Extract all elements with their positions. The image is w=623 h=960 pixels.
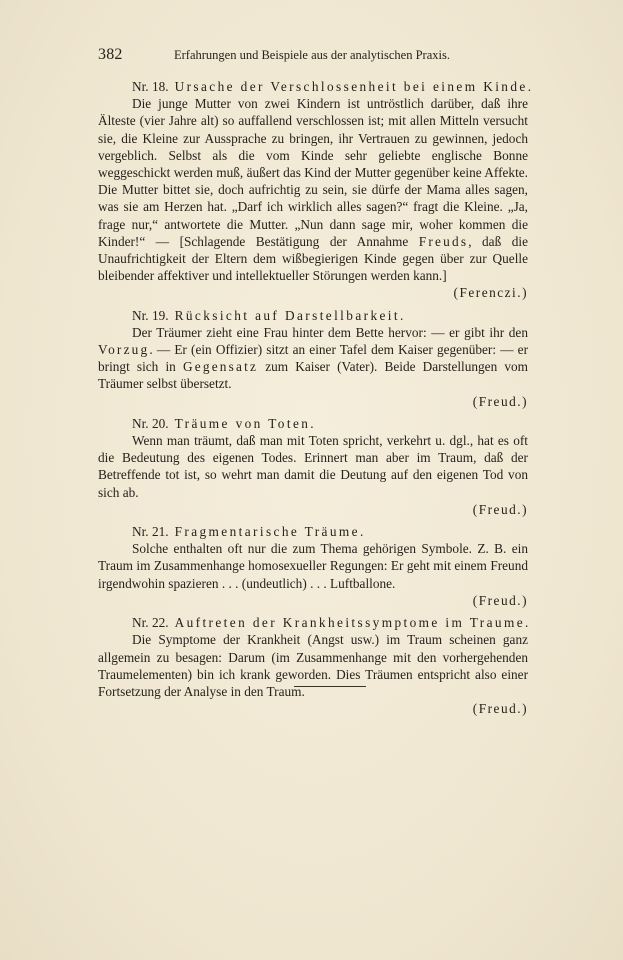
entry-22 [98,614,531,717]
attribution-line [98,592,528,609]
page-body [98,78,534,717]
entry-title: Ursache der Verschlossenheit bei einem Kinde. [174,79,534,94]
entry-number: Nr. 19. [132,307,169,323]
spaced-name: Freuds [418,233,469,249]
entry-text-part: zum Kaiser (Vater). Beide Darstellungen vom Träumer selbst übersetzt. [98,359,528,392]
entry-text [98,324,528,393]
entry-heading [98,78,534,95]
entry-text [98,95,528,284]
entry-text-part: Die junge Mutter von zwei Kindern ist untröstlich darüber, daß ihre Älteste (vier Jahre alt) so auffallend verschlossen ist; mit allen Mitteln versucht sie, die Kleine zur Aussprache zu bringen, ihr Vertrauen zu gewinnen, jedoch vergeblich. Selbst als die vom Kinde sehr geliebte englische Bonne weggeschickt werden muß, äußert das Kind der Mutter gegenüber keine Affekte. Die Mutter bittet sie, doch aufrichtig zu sein, sie dürfe der Mama alles sagen, was sie am Herzen hat. „Darf ich wirklich alles sagen?“ fragt die Kleine. „Ja, frage nur,“ antwortete die Mutter. „Nun dann sage mir, woher kommen die Kinder!“ — [Schlagende Bestätigung der Annahme [98,96,528,249]
entry-heading [98,415,528,432]
spaced-word: Vorzug [98,342,150,358]
entry-attribution: (Freud.) [472,501,528,517]
entry-heading [98,614,531,631]
entry-attribution: (Freud.) [472,701,528,717]
attribution-line [98,284,528,301]
entry-title: Fragmentarische Träume. [174,524,366,540]
entry-number: Nr. 18. [132,79,169,94]
entry-text-part: Der Träumer zieht eine Frau hinter dem Bette hervor: — er gibt ihr den [132,324,528,340]
page-number: 382 [98,46,123,63]
entry-number: Nr. 20. [132,415,169,431]
page-header [98,46,528,68]
attribution-line [98,393,528,410]
running-title: Erfahrungen und Beispiele aus der analytischen Praxis. [174,48,450,62]
entry-text: Die Symptome der Krankheit (Angst usw.) im Traum scheinen ganz allgemein zu besagen: Darum (im Zusammenhange mit den vorhergehenden Traumelementen) bin ich krank geworden. Dies Träumen entspricht also einer Fortsetzung der Analyse in den Traum. [98,632,528,699]
attribution-line [98,700,528,717]
entry-20 [98,415,528,518]
attribution-line [98,501,528,518]
entry-title: Träume von Toten. [174,415,317,431]
entry-title: Rücksicht auf Darstellbarkeit. [174,307,406,323]
entry-number: Nr. 21. [132,524,169,540]
entry-18 [98,78,534,302]
section-end-rule [294,686,366,687]
entry-number: Nr. 22. [132,615,169,631]
entry-text-part: , daß die Unaufrichtigkeit der Eltern dem wißbegierigen Kinde gegen über zur Quelle bleibender affektiver und intellektueller Störungen werden kann.] [98,233,528,284]
entry-attribution: (Ferenczi.) [453,285,528,301]
entry-19 [98,307,528,410]
entry-21 [98,523,528,609]
spaced-word: Gegensatz [182,359,259,375]
entry-text-part: . — Er (ein Offizier) sitzt an einer Tafel dem Kaiser gegenüber: — er bringt sich in [98,342,528,375]
entry-text: Solche enthalten oft nur die zum Thema gehörigen Symbole. Z. B. ein Traum im Zusammenhange homosexueller Regungen: Er geht mit einem Freund irgendwohin spazieren . . . (undeutlich) . . . Luftballone. [98,541,528,591]
entry-heading [98,523,528,540]
entry-text: Wenn man träumt, daß man mit Toten spricht, verkehrt u. dgl., hat es oft die Bedeutung des eigenen Todes. Erinnert man aber im Traum, daß der Betreffende tot ist, so wehrt man damit die Deutung auf den eigenen Tod von sich ab. [98,433,528,500]
entry-heading [98,307,528,324]
entry-attribution: (Freud.) [472,393,528,409]
entry-attribution: (Freud.) [472,592,528,608]
entry-title: Auftreten der Krankheitssymptome im Traume. [174,615,531,631]
